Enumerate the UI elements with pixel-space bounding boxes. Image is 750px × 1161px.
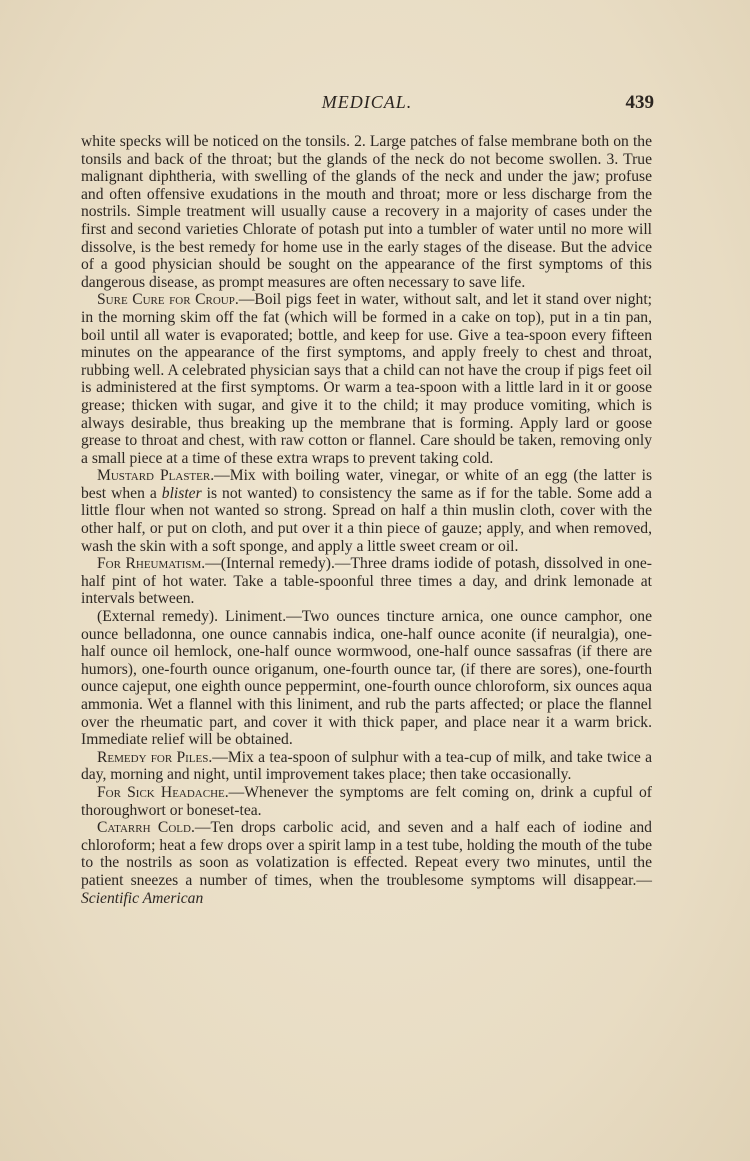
- section-heading-catarrh: Catarrh Cold.: [97, 819, 195, 837]
- paragraph-croup: [81, 291, 652, 467]
- italic-word: blister: [161, 484, 202, 502]
- paragraph-text: —(Internal remedy).—Three drams iodide of potash, dissolved in one-half pint of hot water. Take a table-spoonful three times a day, and drink lemonade at intervals between.: [81, 555, 652, 608]
- paragraph-headache: [81, 784, 652, 819]
- section-heading-croup: Sure Cure for Croup.: [97, 291, 239, 309]
- paragraph-catarrh: [81, 819, 652, 907]
- paragraph-text: —Ten drops carbolic acid, and seven and a half each of iodine and chloroform; heat a few drops over a spirit lamp in a test tube, holding the mouth of the tube to the nostrils as soon as volatization is effected. Repeat every two minutes, until the patient sneezes a number of times, when the troublesome symptoms will disappear.—: [81, 819, 652, 889]
- source-citation: Scientific American: [81, 889, 204, 907]
- running-head: MEDICAL.: [321, 92, 413, 112]
- paragraph-mustard-plaster: [81, 467, 652, 555]
- paragraph-liniment: [81, 608, 652, 749]
- body-text: [81, 133, 652, 907]
- paragraph-text: white specks will be noticed on the tonsils. 2. Large patches of false membrane both on the tonsils and back of the throat; but the glands of the neck do not become swollen. 3. True malignant diphtheria, with swelling of the glands of the neck and under the jaw; profuse and often offensive exudations in the mouth and throat; more or less discharge from the nostrils. Simple treatment will usually cause a recovery in a majority of cases under the first and second varieties Chlorate of potash put into a tumbler of water until no more will dissolve, is the best remedy for home use in the early stages of the disease. But the advice of a good physician should be sought on the appearance of the first symptoms of this dangerous disease, as prompt measures are often necessary to save life.: [81, 133, 652, 291]
- section-heading-headache: For Sick Headache.: [97, 783, 229, 801]
- paragraph-text: —Mix with boiling water, vinegar, or white of an egg (the latter is best when a: [81, 467, 653, 502]
- paragraph-text: is not wanted) to consistency the same as if for the table. Some add a little flour when not wanted so strong. Spread on half a thin muslin cloth, cover with the other half, or put on cloth, and put over it a thin piece of gauze; apply, and when removed, wash the skin with a soft sponge, and apply a little sweet cream or oil.: [81, 484, 652, 555]
- section-heading-rheumatism: For Rheumatism.: [97, 555, 206, 573]
- section-heading-piles: Remedy for Piles.: [97, 748, 213, 766]
- paragraph-rheumatism: [81, 555, 652, 608]
- paragraph-piles: [81, 749, 652, 784]
- page-header: [80, 92, 654, 118]
- section-heading-mustard-plaster: Mustard Plaster.: [97, 467, 215, 485]
- paragraph-text: —Boil pigs feet in water, without salt, and let it stand over night; in the morning skim off the fat (which will be formed in a cake on top), put in a tin pan, boil until all water is evaporated; bottle, and keep for use. Give a tea-spoon every fifteen minutes on the appearance of the first symptoms, and apply freely to chest and throat, rubbing well. A celebrated physician says that a child can not have the croup if pigs feet oil is administered at the first symptoms. Or warm a tea-spoon with a little lard in it or goose grease; thicken with sugar, and give it to the child; it may produce vomiting, which is always desirable, thus breaking up the membrane that is forming. Apply lard or goose grease to throat and chest, with raw cotton or flannel. Care should be taken, removing only a small piece at a time of these extra wraps to prevent taking cold.: [81, 291, 652, 467]
- page-number: 439: [625, 92, 654, 113]
- paragraph-text: (External remedy). Liniment.—Two ounces tincture arnica, one ounce camphor, one ounce belladonna, one ounce cannabis indica, one-half ounce aconite (if neuralgia), one-half ounce oil hemlock, one-half ounce wormwood, one-half ounce sassafras (if there are humors), one-fourth ounce origanum, one-fourth ounce tar, (if there are sores), one-fourth ounce cajeput, one eighth ounce peppermint, one-fourth ounce chloroform, six ounces aqua ammonia. Wet a flannel with this liniment, and rub the parts affected; or place the flannel over the rheumatic part, and cover it with thick paper, and place near it a warm brick. Immediate relief will be obtained.: [81, 608, 652, 749]
- paragraph-diphtheria: [81, 133, 652, 291]
- paragraph-text: —Mix a tea-spoon of sulphur with a tea-cup of milk, and take twice a day, morning and night, until improvement takes place; then take occasionally.: [81, 748, 652, 784]
- paragraph-text: —Whenever the symptoms are felt coming on, drink a cupful of thoroughwort or boneset-tea.: [81, 783, 652, 819]
